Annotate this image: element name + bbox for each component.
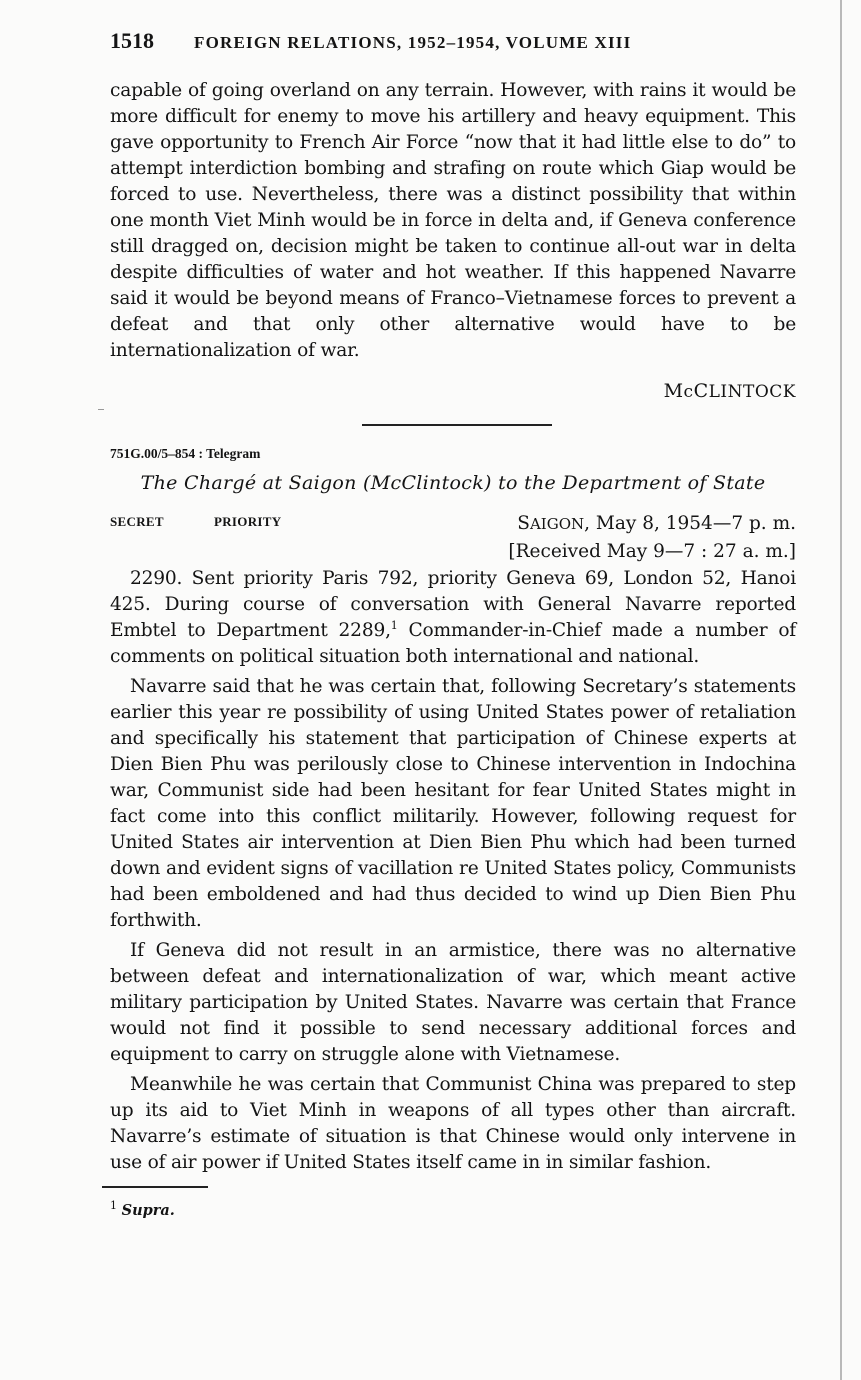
running-title: FOREIGN RELATIONS, 1952–1954, VOLUME XIII [194, 33, 632, 52]
dispatch-meta [110, 510, 796, 566]
precedence-mark: PRIORITY [214, 514, 282, 529]
footnote-reference: 1 [390, 618, 398, 632]
classification-mark: SECRET [110, 514, 164, 529]
page [110, 28, 796, 1219]
place-and-date [508, 510, 796, 565]
page-number: 1518 [110, 28, 154, 53]
received-line: [Received May 9—7 : 27 a. m.] [508, 541, 796, 562]
previous-document-text: capable of going overland on any terrain. However, with rains it would be more difficult for enemy to move his artillery and heavy equipment. This gave opportunity to French Air Force “now that it had little else to do” to attempt interdiction bombing and strafing on route which Giap would be forced to use. Nevertheless, there was a distinct possibility that within one month Viet Minh would be in force in delta and, if Geneva conference still dragged on, decision might be taken to continue all-out war in delta despite difficulties of water and hot weather. If this happened Navarre said it would be beyond means of Franco–Vietnamese forces to prevent a defeat and that only other alternative would have to be internationalization of war. [110, 80, 796, 361]
sent-line: SAIGON, May 8, 1954—7 p. m. [517, 513, 796, 534]
paragraph-1: 2290. Sent priority Paris 792, priority Geneva 69, London 52, Hanoi 425. During course of conversation with General Navarre reported Embtel to Department 2289,$^1$ Commander-in-Chief made a number of comments on political situation both international and national. [110, 568, 796, 667]
paragraph-2: Navarre said that he was certain that, following Secretary’s statements earlier this year re possibility of using United States power of retaliation and specifically his statement that participation of Chinese experts at Dien Bien Phu was perilously close to Chinese intervention in Indochina war, Communist side had been hesitant for fear United States might in fact come into this conflict militarily. However, following request for United States air intervention at Dien Bien Phu which had been turned down and evident signs of vacillation re United States policy, Communists had been emboldened and had thus decided to wind up Dien Bien Phu forthwith. [110, 676, 796, 931]
page-edge-line [840, 0, 842, 1380]
footnote: $^1$ Supra. [110, 1199, 175, 1219]
file-number: 751G.00/5–854 : Telegram [110, 446, 261, 461]
paragraph-3: If Geneva did not result in an armistice, there was no alternative between defeat and internationalization of war, which meant active military participation by United States. Navarre was certain that France would not find it possible to send necessary additional forces and equipment to carry on struggle alone with Vietnamese. [110, 940, 796, 1065]
running-head [110, 28, 796, 72]
margin-mark [98, 409, 104, 410]
document-title: The Chargé at Saigon (McClintock) to the Department of State [140, 472, 766, 494]
document-separator-rule [362, 424, 552, 426]
signature: McCLINTOCK [663, 380, 796, 402]
footnote-rule [102, 1186, 208, 1188]
paragraph-4: Meanwhile he was certain that Communist China was prepared to step up its aid to Viet Minh in weapons of all types other than aircraft. Navarre’s estimate of situation is that Chinese would only intervene in use of air power if United States itself came in in similar fashion. [110, 1074, 796, 1173]
